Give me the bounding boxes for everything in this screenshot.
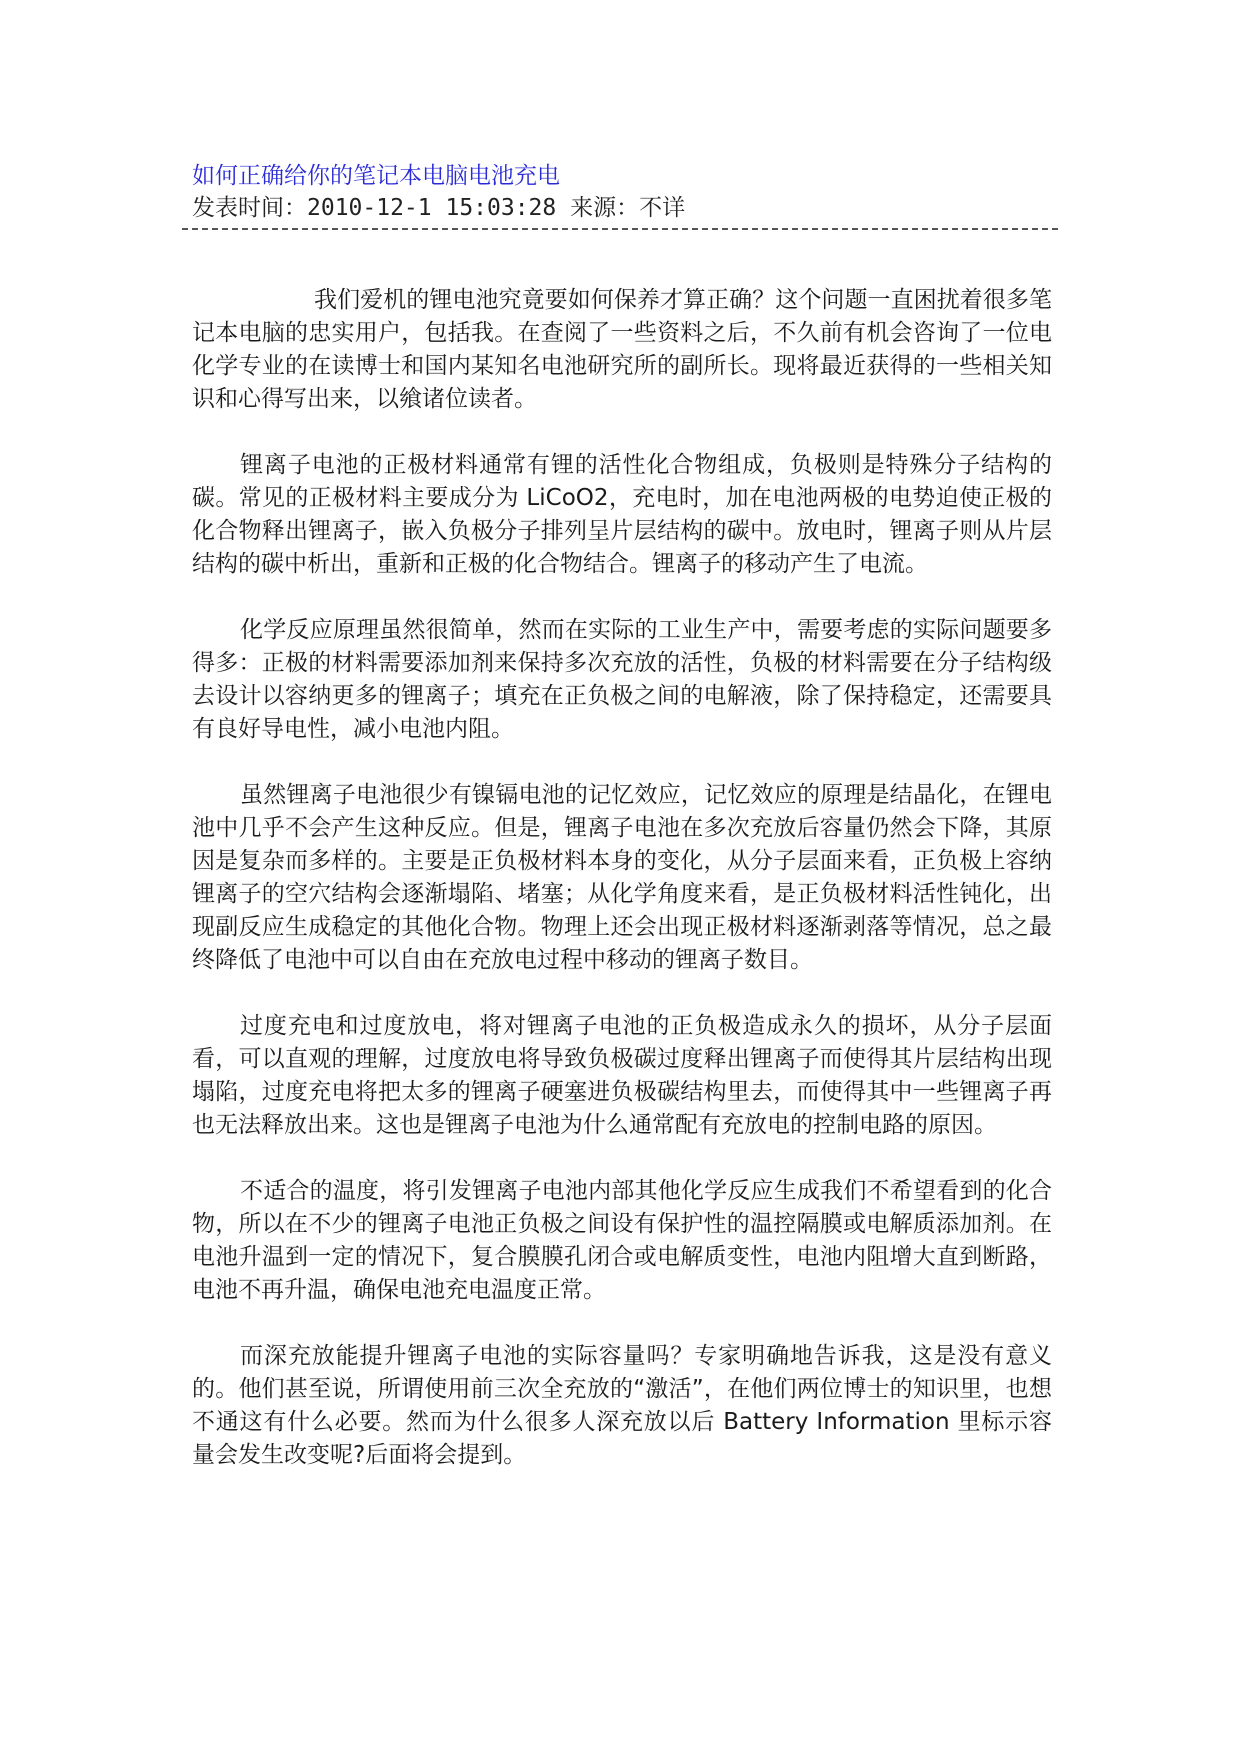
publish-label: 发表时间： bbox=[192, 195, 307, 221]
article bbox=[192, 160, 1052, 1505]
paragraph: 不适合的温度，将引发锂离子电池内部其他化学反应生成我们不希望看到的化合物，所以在不少的锂离子电池正负极之间设有保护性的温控隔膜或电解质添加剂。在电池升温到一定的情况下，复合膜膜孔闭合或电解质变性，电池内阻增大直到断路，电池不再升温，确保电池充电温度正常。 bbox=[192, 1178, 1052, 1303]
paragraph: 锂离子电池的正极材料通常有锂的活性化合物组成，负极则是特殊分子结构的碳。常见的正极材料主要成分为 LiCoO2，充电时，加在电池两极的电势迫使正极的化合物释出锂离子，嵌入负极分子排列呈片层结构的碳中。放电时，锂离子则从片层结构的碳中析出，重新和正极的化合物结合。锂离子的移动产生了电流。 bbox=[192, 452, 1052, 577]
paragraph: 而深充放能提升锂离子电池的实际容量吗？专家明确地告诉我，这是没有意义的。他们甚至说，所谓使用前三次全充放的“激活”，在他们两位博士的知识里，也想不通这有什么必要。然而为什么很多人深充放以后 Battery Information 里标示容量会发生改变呢?后面将会提到。 bbox=[192, 1343, 1052, 1468]
paragraph: 我们爱机的锂电池究竟要如何保养才算正确？这个问题一直困扰着很多笔记本电脑的忠实用户，包括我。在查阅了一些资料之后，不久前有机会咨询了一位电化学专业的在读博士和国内某知名电池研究所的副所长。现将最近获得的一些相关知识和心得写出来，以飨诸位读者。 bbox=[192, 287, 1052, 412]
paragraph: 过度充电和过度放电，将对锂离子电池的正负极造成永久的损坏，从分子层面看，可以直观的理解，过度放电将导致负极碳过度释出锂离子而使得其片层结构出现塌陷，过度充电将把太多的锂离子硬塞进负极碳结构里去，而使得其中一些锂离子再也无法释放出来。这也是锂离子电池为什么通常配有充放电的控制电路的原因。 bbox=[192, 1013, 1052, 1138]
paragraph: 虽然锂离子电池很少有镍镉电池的记忆效应，记忆效应的原理是结晶化，在锂电池中几乎不会产生这种反应。但是，锂离子电池在多次充放后容量仍然会下降，其原因是复杂而多样的。主要是正负极材料本身的变化，从分子层面来看，正负极上容纳锂离子的空穴结构会逐渐塌陷、堵塞；从化学角度来看，是正负极材料活性钝化，出现副反应生成稳定的其他化合物。物理上还会出现正极材料逐渐剥落等情况，总之最终降低了电池中可以自由在充放电过程中移动的锂离子数目。 bbox=[192, 782, 1052, 973]
source-label: 来源： bbox=[570, 195, 640, 221]
article-body bbox=[192, 284, 1052, 1472]
article-title: 如何正确给你的笔记本电脑电池充电 bbox=[192, 163, 560, 189]
dashed-divider bbox=[182, 228, 1058, 230]
source-value: 不详 bbox=[639, 195, 686, 221]
article-meta bbox=[192, 192, 1052, 224]
paragraph: 化学反应原理虽然很简单，然而在实际的工业生产中，需要考虑的实际问题要多得多：正极的材料需要添加剂来保持多次充放的活性，负极的材料需要在分子结构级去设计以容纳更多的锂离子；填充在正负极之间的电解液，除了保持稳定，还需要具有良好导电性，减小电池内阻。 bbox=[192, 617, 1052, 742]
publish-time: 2010-12-1 15:03:28 bbox=[307, 195, 557, 221]
